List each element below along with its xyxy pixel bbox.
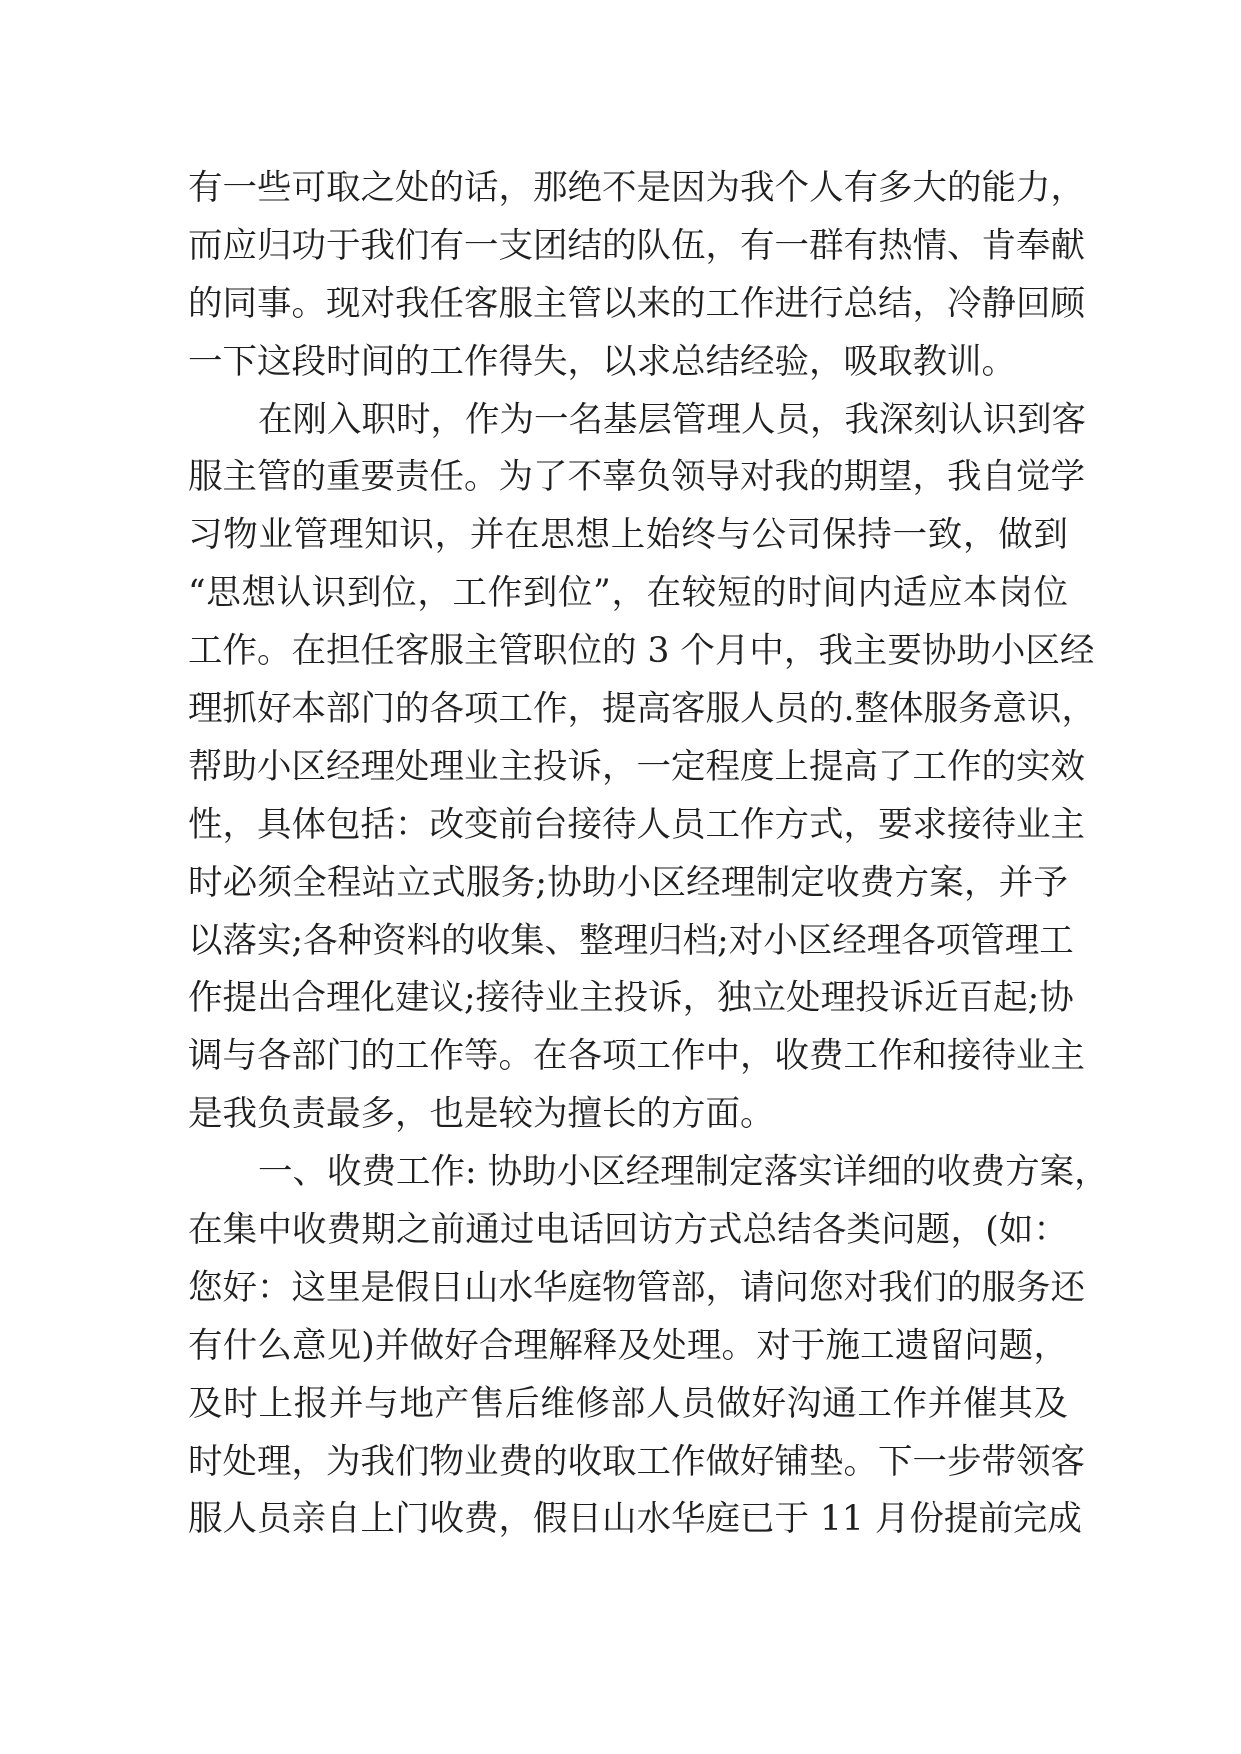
text-line: 习物业管理知识，并在思想上始终与公司保持一致，做到 — [188, 515, 1068, 556]
text-line: 时必须全程站立式服务;协助小区经理制定收费方案，并予 — [188, 862, 1068, 903]
text-line: 您好：这里是假日山水华庭物管部，请问您对我们的服务还 — [188, 1267, 1085, 1308]
text-line: 理抓好本部门的各项工作，提高客服人员的.整体服务意识， — [188, 689, 1096, 730]
text-line: 在集中收费期之前通过电话回访方式总结各类问题，(如： — [188, 1210, 1068, 1251]
text-line: 而应归功于我们有一支团结的队伍，有一群有热情、肯奉献 — [188, 225, 1085, 266]
text-line: 帮助小区经理处理业主投诉，一定程度上提高了工作的实效 — [188, 746, 1085, 787]
text-line: 服主管的重要责任。为了不辜负领导对我的期望，我自觉学 — [188, 457, 1085, 498]
text-line: 有什么意见)并做好合理解释及处理。对于施工遗留问题， — [188, 1325, 1068, 1366]
text-line: 的同事。现对我任客服主管以来的工作进行总结，冷静回顾 — [188, 283, 1085, 324]
text-line: 是我负责最多，也是较为擅长的方面。 — [188, 1094, 775, 1135]
text-line: 有一些可取之处的话，那绝不是因为我个人有多大的能力， — [188, 168, 1085, 208]
text-line: 调与各部门的工作等。在各项工作中，收费工作和接待业主 — [188, 1036, 1085, 1077]
text-line: 工作。在担任客服主管职位的 3 个月中，我主要协助小区经 — [188, 631, 1095, 672]
text-line: 以落实;各种资料的收集、整理归档;对小区经理各项管理工 — [188, 920, 1074, 961]
text-line: 作提出合理化建议;接待业主投诉，独立处理投诉近百起;协 — [188, 978, 1074, 1019]
text-line: 服人员亲自上门收费，假日山水华庭已于 11 月份提前完成 — [188, 1499, 1082, 1540]
text-line: 时处理，为我们物业费的收取工作做好铺垫。下一步带领客 — [188, 1441, 1085, 1482]
text-line: 及时上报并与地产售后维修部人员做好沟通工作并催其及 — [188, 1383, 1068, 1424]
text-line: 一下这段时间的工作得失，以求总结经验，吸取教训。 — [188, 341, 1016, 382]
text-line: “思想认识到位，工作到位”，在较短的时间内适应本岗位 — [188, 573, 1068, 614]
paragraph-first-line: 一、收费工作: 协助小区经理制定落实详细的收费方案， — [258, 1152, 1109, 1193]
text-line: 性，具体包括：改变前台接待人员工作方式，要求接待业主 — [188, 804, 1085, 845]
paragraph-first-line: 在刚入职时，作为一名基层管理人员，我深刻认识到客 — [258, 399, 1086, 440]
document-body — [188, 160, 1109, 1549]
